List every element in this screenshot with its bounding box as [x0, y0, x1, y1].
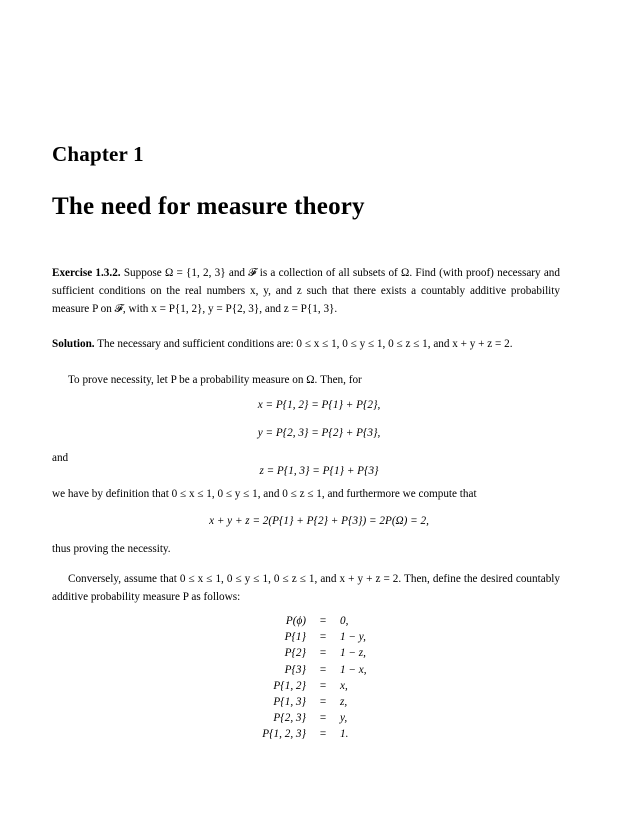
solution-heading: Solution. [52, 338, 95, 350]
definition-row [250, 662, 420, 678]
definition-equals: = [319, 615, 327, 627]
solution-text: The necessary and sufficient conditions are: 0 ≤ x ≤ 1, 0 ≤ y ≤ 1, 0 ≤ z ≤ 1, and x + y + z = 2. [97, 338, 513, 350]
definition-rhs: z, [340, 696, 348, 709]
definition-equals: = [319, 728, 327, 741]
measure-definition-table [250, 613, 420, 743]
equation-x: x = P{1, 2} = P{1} + P{2}, [257, 399, 381, 411]
equation-sum: x + y + z = 2(P{1} + P{2} + P{3}) = 2P(Ω) = 2, [209, 515, 429, 527]
definition-row [250, 726, 420, 742]
definition-lhs: P{1, 2, 3} [262, 728, 306, 741]
definition-lhs: P{1} [284, 631, 306, 644]
definition-row [250, 613, 420, 629]
definition-rhs: 0, [340, 615, 349, 627]
equation-y: y = P{2, 3} = P{2} + P{3}, [257, 427, 381, 439]
and-word: and [52, 452, 69, 464]
converse-paragraph [52, 570, 560, 606]
definition-equals: = [319, 631, 327, 644]
definition-rhs: 1. [340, 728, 349, 741]
chapter-label: Chapter 1 [52, 142, 144, 166]
solution-paragraph [52, 335, 560, 353]
definition-rhs: y, [340, 712, 348, 725]
exercise-paragraph [52, 264, 560, 318]
definition-row [250, 629, 420, 645]
compute-line: we have by definition that 0 ≤ x ≤ 1, 0 ≤ y ≤ 1, and 0 ≤ z ≤ 1, and furthermore we compute that [52, 488, 477, 500]
definition-rhs: 1 − y, [340, 631, 366, 644]
definition-equals: = [319, 663, 327, 676]
definition-equals: = [319, 679, 327, 692]
chapter-title: The need for measure theory [52, 193, 365, 220]
definition-lhs: P{1, 3} [273, 696, 306, 709]
definition-equals: = [319, 712, 327, 725]
definition-lhs: P{1, 2} [273, 679, 306, 692]
definition-lhs: P{3} [284, 663, 306, 676]
necessity-end: thus proving the necessity. [52, 543, 171, 555]
definition-row [250, 694, 420, 710]
converse-text: Conversely, assume that 0 ≤ x ≤ 1, 0 ≤ y ≤ 1, 0 ≤ z ≤ 1, and x + y + z = 2. Then, define the desired countably additive probability measure P as follows: [52, 573, 560, 603]
exercise-text: Suppose Ω = {1, 2, 3} and 𝓕 is a collection of all subsets of Ω. Find (with proof) necessary and sufficient conditions on the real numbers x, y, and z such that there exists a countably additive probability measure P on 𝓕, with x = P{1, 2}, y = P{2, 3}, and z = P{1, 3}. [52, 267, 560, 315]
definition-row [250, 645, 420, 661]
equation-z: z = P{1, 3} = P{1} + P{3} [259, 465, 379, 477]
definition-rhs: x, [340, 679, 348, 692]
definition-rhs: 1 − z, [340, 647, 366, 660]
necessity-intro [52, 371, 560, 389]
definition-equals: = [319, 696, 327, 709]
definition-lhs: P(ϕ) [285, 615, 306, 627]
definition-row [250, 678, 420, 694]
necessity-intro-text: To prove necessity, let P be a probability measure on Ω. Then, for [68, 374, 362, 386]
definition-lhs: P{2} [284, 647, 306, 660]
definition-rhs: 1 − x, [340, 663, 367, 676]
definition-lhs: P{2, 3} [273, 712, 306, 725]
definition-row [250, 710, 420, 726]
exercise-heading: Exercise 1.3.2. [52, 267, 121, 279]
definition-equals: = [319, 647, 327, 660]
